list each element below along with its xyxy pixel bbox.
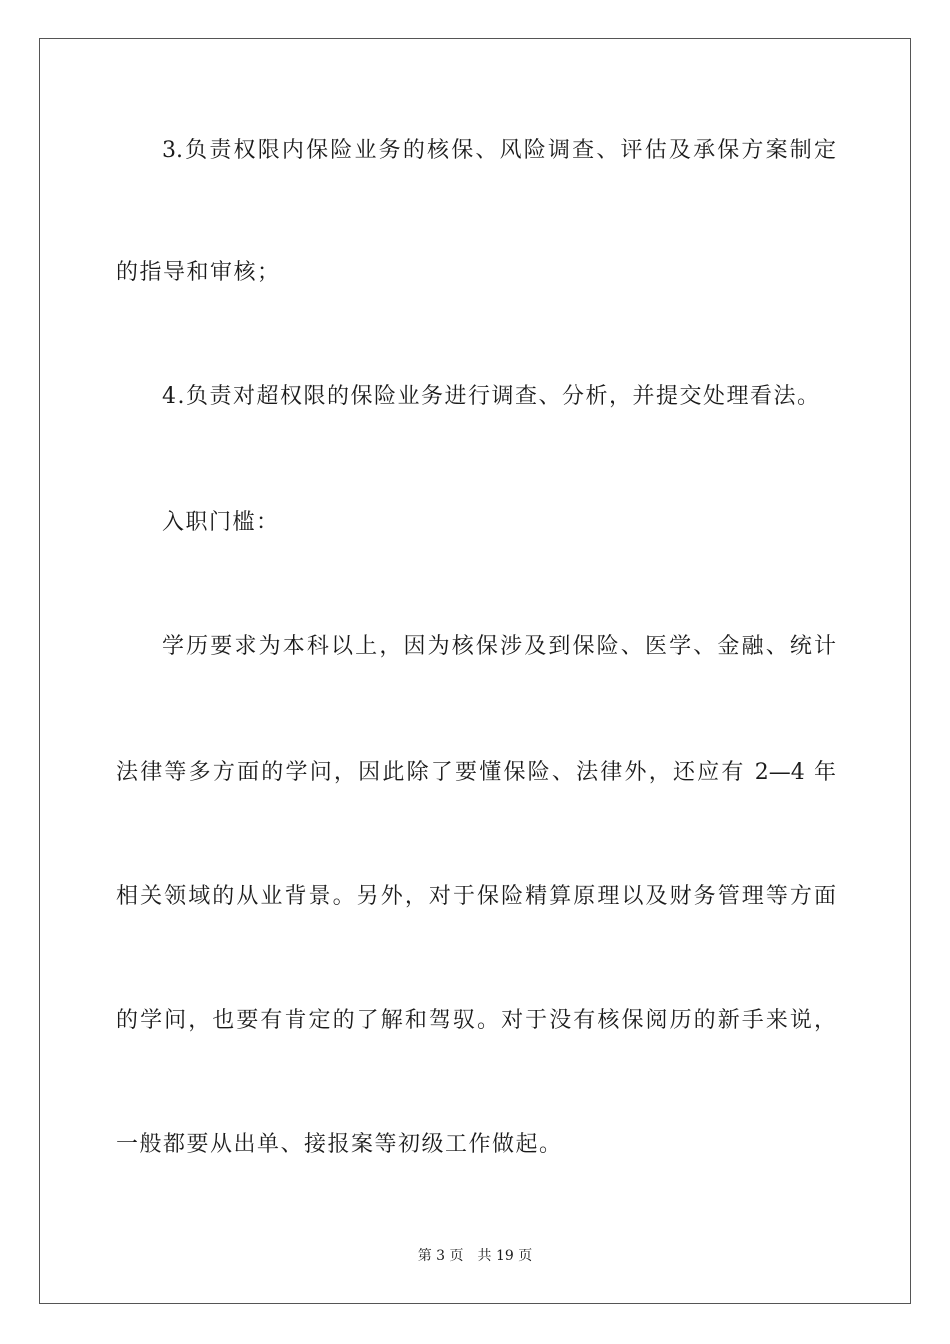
paragraph-line-7: 相关领域的从业背景。另外，对于保险精算原理以及财务管理等方面 [116, 884, 836, 909]
paragraph-line-9: 一般都要从出单、接报案等初级工作做起。 [116, 1132, 563, 1157]
paragraph-line-6: 法律等多方面的学问，因此除了要懂保险、法律外，还应有 2—4 年 [116, 760, 836, 785]
page-total: 共 19 页 [477, 1248, 533, 1264]
page-number: 第 3 页 [417, 1248, 464, 1264]
paragraph-line-2: 的指导和审核； [116, 260, 281, 285]
page-border [39, 38, 911, 1304]
section-heading: 入职门槛： [162, 510, 280, 535]
paragraph-line-1: 3.负责权限内保险业务的核保、风险调查、评估及承保方案制定 [162, 138, 836, 163]
paragraph-line-8: 的学问，也要有肯定的了解和驾驭。对于没有核保阅历的新手来说， [116, 1008, 836, 1033]
page-footer [0, 1247, 950, 1265]
paragraph-line-3: 4.负责对超权限的保险业务进行调查、分析，并提交处理看法。 [162, 384, 821, 409]
paragraph-line-5: 学历要求为本科以上，因为核保涉及到保险、医学、金融、统计 [162, 634, 836, 659]
